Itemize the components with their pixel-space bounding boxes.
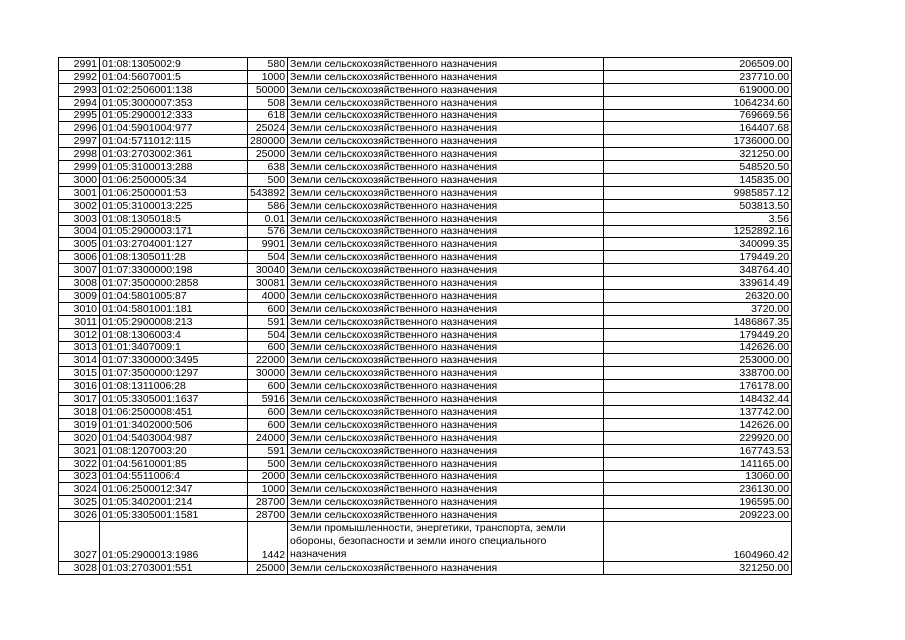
cadastral-value-cell: 179449.20	[604, 251, 792, 264]
land-category-cell: Земли сельскохозяйственного назначения	[288, 496, 604, 509]
table-row	[59, 354, 792, 367]
table-row	[59, 212, 792, 225]
row-number-cell: 3020	[59, 431, 100, 444]
table-row	[59, 135, 792, 148]
cadastral-number-cell: 01:08:1207003:20	[100, 444, 248, 457]
cadastral-value-cell: 164407.68	[604, 122, 792, 135]
row-number-cell: 2997	[59, 135, 100, 148]
area-cell: 600	[248, 341, 288, 354]
cadastral-number-cell: 01:04:5711012:115	[100, 135, 248, 148]
land-category-cell: Земли сельскохозяйственного назначения	[288, 148, 604, 161]
area-cell: 30081	[248, 277, 288, 290]
cadastral-number-cell: 01:04:5801005:87	[100, 290, 248, 303]
table-row	[59, 225, 792, 238]
cadastral-number-cell: 01:03:2704001:127	[100, 238, 248, 251]
area-cell: 591	[248, 444, 288, 457]
cadastral-number-cell: 01:08:1305011:28	[100, 251, 248, 264]
table-row	[59, 199, 792, 212]
row-number-cell: 3027	[59, 522, 100, 562]
table-row	[59, 238, 792, 251]
area-cell: 586	[248, 199, 288, 212]
cadastral-value-cell: 141165.00	[604, 457, 792, 470]
cadastral-number-cell: 01:07:3500000:1297	[100, 367, 248, 380]
cadastral-value-cell: 340099.35	[604, 238, 792, 251]
cadastral-value-cell: 137742.00	[604, 406, 792, 419]
land-category-cell: Земли сельскохозяйственного назначения	[288, 302, 604, 315]
cadastral-number-cell: 01:08:1305018:5	[100, 212, 248, 225]
land-category-cell: Земли сельскохозяйственного назначения	[288, 174, 604, 187]
row-number-cell: 3017	[59, 393, 100, 406]
table-row	[59, 483, 792, 496]
area-cell: 638	[248, 161, 288, 174]
cadastral-value-cell: 148432.44	[604, 393, 792, 406]
row-number-cell: 3003	[59, 212, 100, 225]
cadastral-number-cell: 01:04:5607001:5	[100, 70, 248, 83]
cadastral-number-cell: 01:05:2900008:213	[100, 315, 248, 328]
cadastral-value-cell: 236130.00	[604, 483, 792, 496]
cadastral-value-cell: 229920.00	[604, 431, 792, 444]
row-number-cell: 2994	[59, 96, 100, 109]
land-category-cell: Земли сельскохозяйственного назначения	[288, 251, 604, 264]
area-cell: 600	[248, 380, 288, 393]
area-cell: 580	[248, 58, 288, 71]
cadastral-value-cell: 321250.00	[604, 148, 792, 161]
cadastral-value-cell: 1486867.35	[604, 315, 792, 328]
land-category-cell: Земли сельскохозяйственного назначения	[288, 277, 604, 290]
row-number-cell: 2998	[59, 148, 100, 161]
land-category-cell: Земли сельскохозяйственного назначения	[288, 354, 604, 367]
table-row	[59, 470, 792, 483]
table-row	[59, 148, 792, 161]
cadastral-number-cell: 01:07:3300000:198	[100, 264, 248, 277]
land-category-cell: Земли сельскохозяйственного назначения	[288, 418, 604, 431]
row-number-cell: 2999	[59, 161, 100, 174]
cadastral-number-cell: 01:06:2500005:34	[100, 174, 248, 187]
land-category-cell: Земли сельскохозяйственного назначения	[288, 109, 604, 122]
row-number-cell: 3018	[59, 406, 100, 419]
table-row	[59, 122, 792, 135]
area-cell: 504	[248, 328, 288, 341]
row-number-cell: 3011	[59, 315, 100, 328]
row-number-cell: 2996	[59, 122, 100, 135]
table-row	[59, 444, 792, 457]
area-cell: 50000	[248, 83, 288, 96]
table-row	[59, 315, 792, 328]
cadastral-value-cell: 503813.50	[604, 199, 792, 212]
cadastral-value-cell: 209223.00	[604, 509, 792, 522]
area-cell: 4000	[248, 290, 288, 303]
cadastral-value-cell: 1252892.16	[604, 225, 792, 238]
table-row	[59, 96, 792, 109]
table-row	[59, 496, 792, 509]
row-number-cell: 3009	[59, 290, 100, 303]
cadastral-number-cell: 01:06:2500001:53	[100, 186, 248, 199]
row-number-cell: 3013	[59, 341, 100, 354]
table-row	[59, 109, 792, 122]
cadastral-number-cell: 01:04:5511006:4	[100, 470, 248, 483]
row-number-cell: 3024	[59, 483, 100, 496]
table-row	[59, 328, 792, 341]
table-row	[59, 562, 792, 575]
land-category-cell: Земли сельскохозяйственного назначения	[288, 457, 604, 470]
land-category-cell: Земли сельскохозяйственного назначения	[288, 290, 604, 303]
land-category-cell: Земли сельскохозяйственного назначения	[288, 212, 604, 225]
cadastral-value-cell: 548520.50	[604, 161, 792, 174]
cadastral-number-cell: 01:07:3500000:2858	[100, 277, 248, 290]
cadastral-number-cell: 01:01:3402000:506	[100, 418, 248, 431]
table-row	[59, 522, 792, 562]
area-cell: 500	[248, 174, 288, 187]
cadastral-value-cell: 142626.00	[604, 341, 792, 354]
land-category-cell: Земли сельскохозяйственного назначения	[288, 96, 604, 109]
row-number-cell: 3016	[59, 380, 100, 393]
cadastral-value-cell: 9985857.12	[604, 186, 792, 199]
table-row	[59, 251, 792, 264]
row-number-cell: 2993	[59, 83, 100, 96]
cadastral-number-cell: 01:05:2900012:333	[100, 109, 248, 122]
area-cell: 1000	[248, 70, 288, 83]
cadastral-value-cell: 321250.00	[604, 562, 792, 575]
row-number-cell: 3008	[59, 277, 100, 290]
table-row	[59, 393, 792, 406]
table-row	[59, 174, 792, 187]
area-cell: 1000	[248, 483, 288, 496]
cadastral-value-cell: 3720.00	[604, 302, 792, 315]
cadastral-number-cell: 01:08:1306003:4	[100, 328, 248, 341]
cadastral-value-cell: 348764.40	[604, 264, 792, 277]
cadastral-number-cell: 01:08:1311006:28	[100, 380, 248, 393]
cadastral-value-cell: 1064234.60	[604, 96, 792, 109]
table-row	[59, 290, 792, 303]
cadastral-value-cell: 338700.00	[604, 367, 792, 380]
row-number-cell: 3026	[59, 509, 100, 522]
land-category-cell: Земли сельскохозяйственного назначения	[288, 161, 604, 174]
table-row	[59, 341, 792, 354]
cadastral-number-cell: 01:04:5403004:987	[100, 431, 248, 444]
cadastral-value-cell: 237710.00	[604, 70, 792, 83]
area-cell: 2000	[248, 470, 288, 483]
table-row	[59, 161, 792, 174]
row-number-cell: 3015	[59, 367, 100, 380]
cadastral-number-cell: 01:05:3305001:1581	[100, 509, 248, 522]
area-cell: 600	[248, 418, 288, 431]
land-category-cell: Земли сельскохозяйственного назначения	[288, 58, 604, 71]
table-row	[59, 302, 792, 315]
land-category-cell: Земли сельскохозяйственного назначения	[288, 199, 604, 212]
area-cell: 5916	[248, 393, 288, 406]
land-category-cell: Земли сельскохозяйственного назначения	[288, 122, 604, 135]
row-number-cell: 3014	[59, 354, 100, 367]
cadastral-value-cell: 339614.49	[604, 277, 792, 290]
area-cell: 280000	[248, 135, 288, 148]
land-category-cell: Земли сельскохозяйственного назначения	[288, 341, 604, 354]
area-cell: 500	[248, 457, 288, 470]
land-category-cell: Земли промышленности, энергетики, транспорта, земли обороны, безопасности и земли иного специального назначения	[288, 522, 604, 562]
cadastral-number-cell: 01:05:3402001:214	[100, 496, 248, 509]
row-number-cell: 3023	[59, 470, 100, 483]
land-category-cell: Земли сельскохозяйственного назначения	[288, 509, 604, 522]
cadastral-number-cell: 01:05:3305001:1637	[100, 393, 248, 406]
row-number-cell: 3006	[59, 251, 100, 264]
table-row	[59, 418, 792, 431]
area-cell: 576	[248, 225, 288, 238]
cadastral-value-cell: 145835.00	[604, 174, 792, 187]
row-number-cell: 3000	[59, 174, 100, 187]
area-cell: 25000	[248, 148, 288, 161]
cadastral-number-cell: 01:05:3000007:353	[100, 96, 248, 109]
row-number-cell: 3002	[59, 199, 100, 212]
table-row	[59, 431, 792, 444]
cadastral-value-cell: 769669.56	[604, 109, 792, 122]
land-category-cell: Земли сельскохозяйственного назначения	[288, 83, 604, 96]
area-cell: 25000	[248, 562, 288, 575]
cadastral-number-cell: 01:01:3407009:1	[100, 341, 248, 354]
table-row	[59, 367, 792, 380]
row-number-cell: 3010	[59, 302, 100, 315]
cadastral-number-cell: 01:04:5610001:85	[100, 457, 248, 470]
row-number-cell: 3004	[59, 225, 100, 238]
row-number-cell: 2991	[59, 58, 100, 71]
cadastral-number-cell: 01:05:3100013:288	[100, 161, 248, 174]
area-cell: 28700	[248, 509, 288, 522]
row-number-cell: 3007	[59, 264, 100, 277]
cadastral-number-cell: 01:05:3100013:225	[100, 199, 248, 212]
land-category-cell: Земли сельскохозяйственного назначения	[288, 367, 604, 380]
cadastral-number-cell: 01:03:2703002:361	[100, 148, 248, 161]
cadastral-value-cell: 13060.00	[604, 470, 792, 483]
row-number-cell: 2992	[59, 70, 100, 83]
cadastral-value-cell: 176178.00	[604, 380, 792, 393]
area-cell: 28700	[248, 496, 288, 509]
land-category-cell: Земли сельскохозяйственного назначения	[288, 328, 604, 341]
row-number-cell: 3005	[59, 238, 100, 251]
document-sheet	[58, 57, 792, 575]
area-cell: 30040	[248, 264, 288, 277]
table-row	[59, 457, 792, 470]
cadastral-number-cell: 01:04:5901004:977	[100, 122, 248, 135]
table-row	[59, 380, 792, 393]
area-cell: 508	[248, 96, 288, 109]
cadastral-value-cell: 179449.20	[604, 328, 792, 341]
land-category-cell: Земли сельскохозяйственного назначения	[288, 483, 604, 496]
land-category-cell: Земли сельскохозяйственного назначения	[288, 135, 604, 148]
table-row	[59, 58, 792, 71]
row-number-cell: 3025	[59, 496, 100, 509]
table-row	[59, 406, 792, 419]
land-category-cell: Земли сельскохозяйственного назначения	[288, 380, 604, 393]
area-cell: 1442	[248, 522, 288, 562]
area-cell: 9901	[248, 238, 288, 251]
cadastral-value-cell: 253000.00	[604, 354, 792, 367]
area-cell: 600	[248, 302, 288, 315]
cadastral-number-cell: 01:05:2900003:171	[100, 225, 248, 238]
area-cell: 504	[248, 251, 288, 264]
area-cell: 0.01	[248, 212, 288, 225]
land-category-cell: Земли сельскохозяйственного назначения	[288, 70, 604, 83]
cadastral-number-cell: 01:05:2900013:1986	[100, 522, 248, 562]
row-number-cell: 3022	[59, 457, 100, 470]
cadastral-number-cell: 01:03:2703001:551	[100, 562, 248, 575]
table-row	[59, 70, 792, 83]
land-category-cell: Земли сельскохозяйственного назначения	[288, 264, 604, 277]
land-category-cell: Земли сельскохозяйственного назначения	[288, 225, 604, 238]
cadastral-value-cell: 196595.00	[604, 496, 792, 509]
land-category-cell: Земли сельскохозяйственного назначения	[288, 393, 604, 406]
cadastral-number-cell: 01:08:1305002:9	[100, 58, 248, 71]
row-number-cell: 3019	[59, 418, 100, 431]
row-number-cell: 3021	[59, 444, 100, 457]
land-plots-table	[58, 57, 792, 575]
land-category-cell: Земли сельскохозяйственного назначения	[288, 315, 604, 328]
cadastral-value-cell: 167743.53	[604, 444, 792, 457]
table-row	[59, 186, 792, 199]
cadastral-value-cell: 3.56	[604, 212, 792, 225]
land-category-cell: Земли сельскохозяйственного назначения	[288, 562, 604, 575]
cadastral-value-cell: 1736000.00	[604, 135, 792, 148]
area-cell: 24000	[248, 431, 288, 444]
land-category-cell: Земли сельскохозяйственного назначения	[288, 470, 604, 483]
land-category-cell: Земли сельскохозяйственного назначения	[288, 431, 604, 444]
row-number-cell: 2995	[59, 109, 100, 122]
cadastral-value-cell: 142626.00	[604, 418, 792, 431]
cadastral-number-cell: 01:07:3300000:3495	[100, 354, 248, 367]
area-cell: 600	[248, 406, 288, 419]
cadastral-number-cell: 01:06:2500012:347	[100, 483, 248, 496]
area-cell: 591	[248, 315, 288, 328]
cadastral-number-cell: 01:06:2500008:451	[100, 406, 248, 419]
area-cell: 22000	[248, 354, 288, 367]
row-number-cell: 3012	[59, 328, 100, 341]
cadastral-value-cell: 26320.00	[604, 290, 792, 303]
area-cell: 543892	[248, 186, 288, 199]
land-category-cell: Земли сельскохозяйственного назначения	[288, 444, 604, 457]
cadastral-value-cell: 619000.00	[604, 83, 792, 96]
area-cell: 25024	[248, 122, 288, 135]
land-category-cell: Земли сельскохозяйственного назначения	[288, 406, 604, 419]
cadastral-number-cell: 01:04:5801001:181	[100, 302, 248, 315]
land-category-cell: Земли сельскохозяйственного назначения	[288, 186, 604, 199]
row-number-cell: 3028	[59, 562, 100, 575]
area-cell: 618	[248, 109, 288, 122]
table-row	[59, 264, 792, 277]
table-row	[59, 277, 792, 290]
row-number-cell: 3001	[59, 186, 100, 199]
table-row	[59, 509, 792, 522]
cadastral-value-cell: 206509.00	[604, 58, 792, 71]
cadastral-value-cell: 1604960.42	[604, 522, 792, 562]
table-body	[59, 58, 792, 575]
area-cell: 30000	[248, 367, 288, 380]
land-category-cell: Земли сельскохозяйственного назначения	[288, 238, 604, 251]
cadastral-number-cell: 01:02:2506001:138	[100, 83, 248, 96]
table-row	[59, 83, 792, 96]
